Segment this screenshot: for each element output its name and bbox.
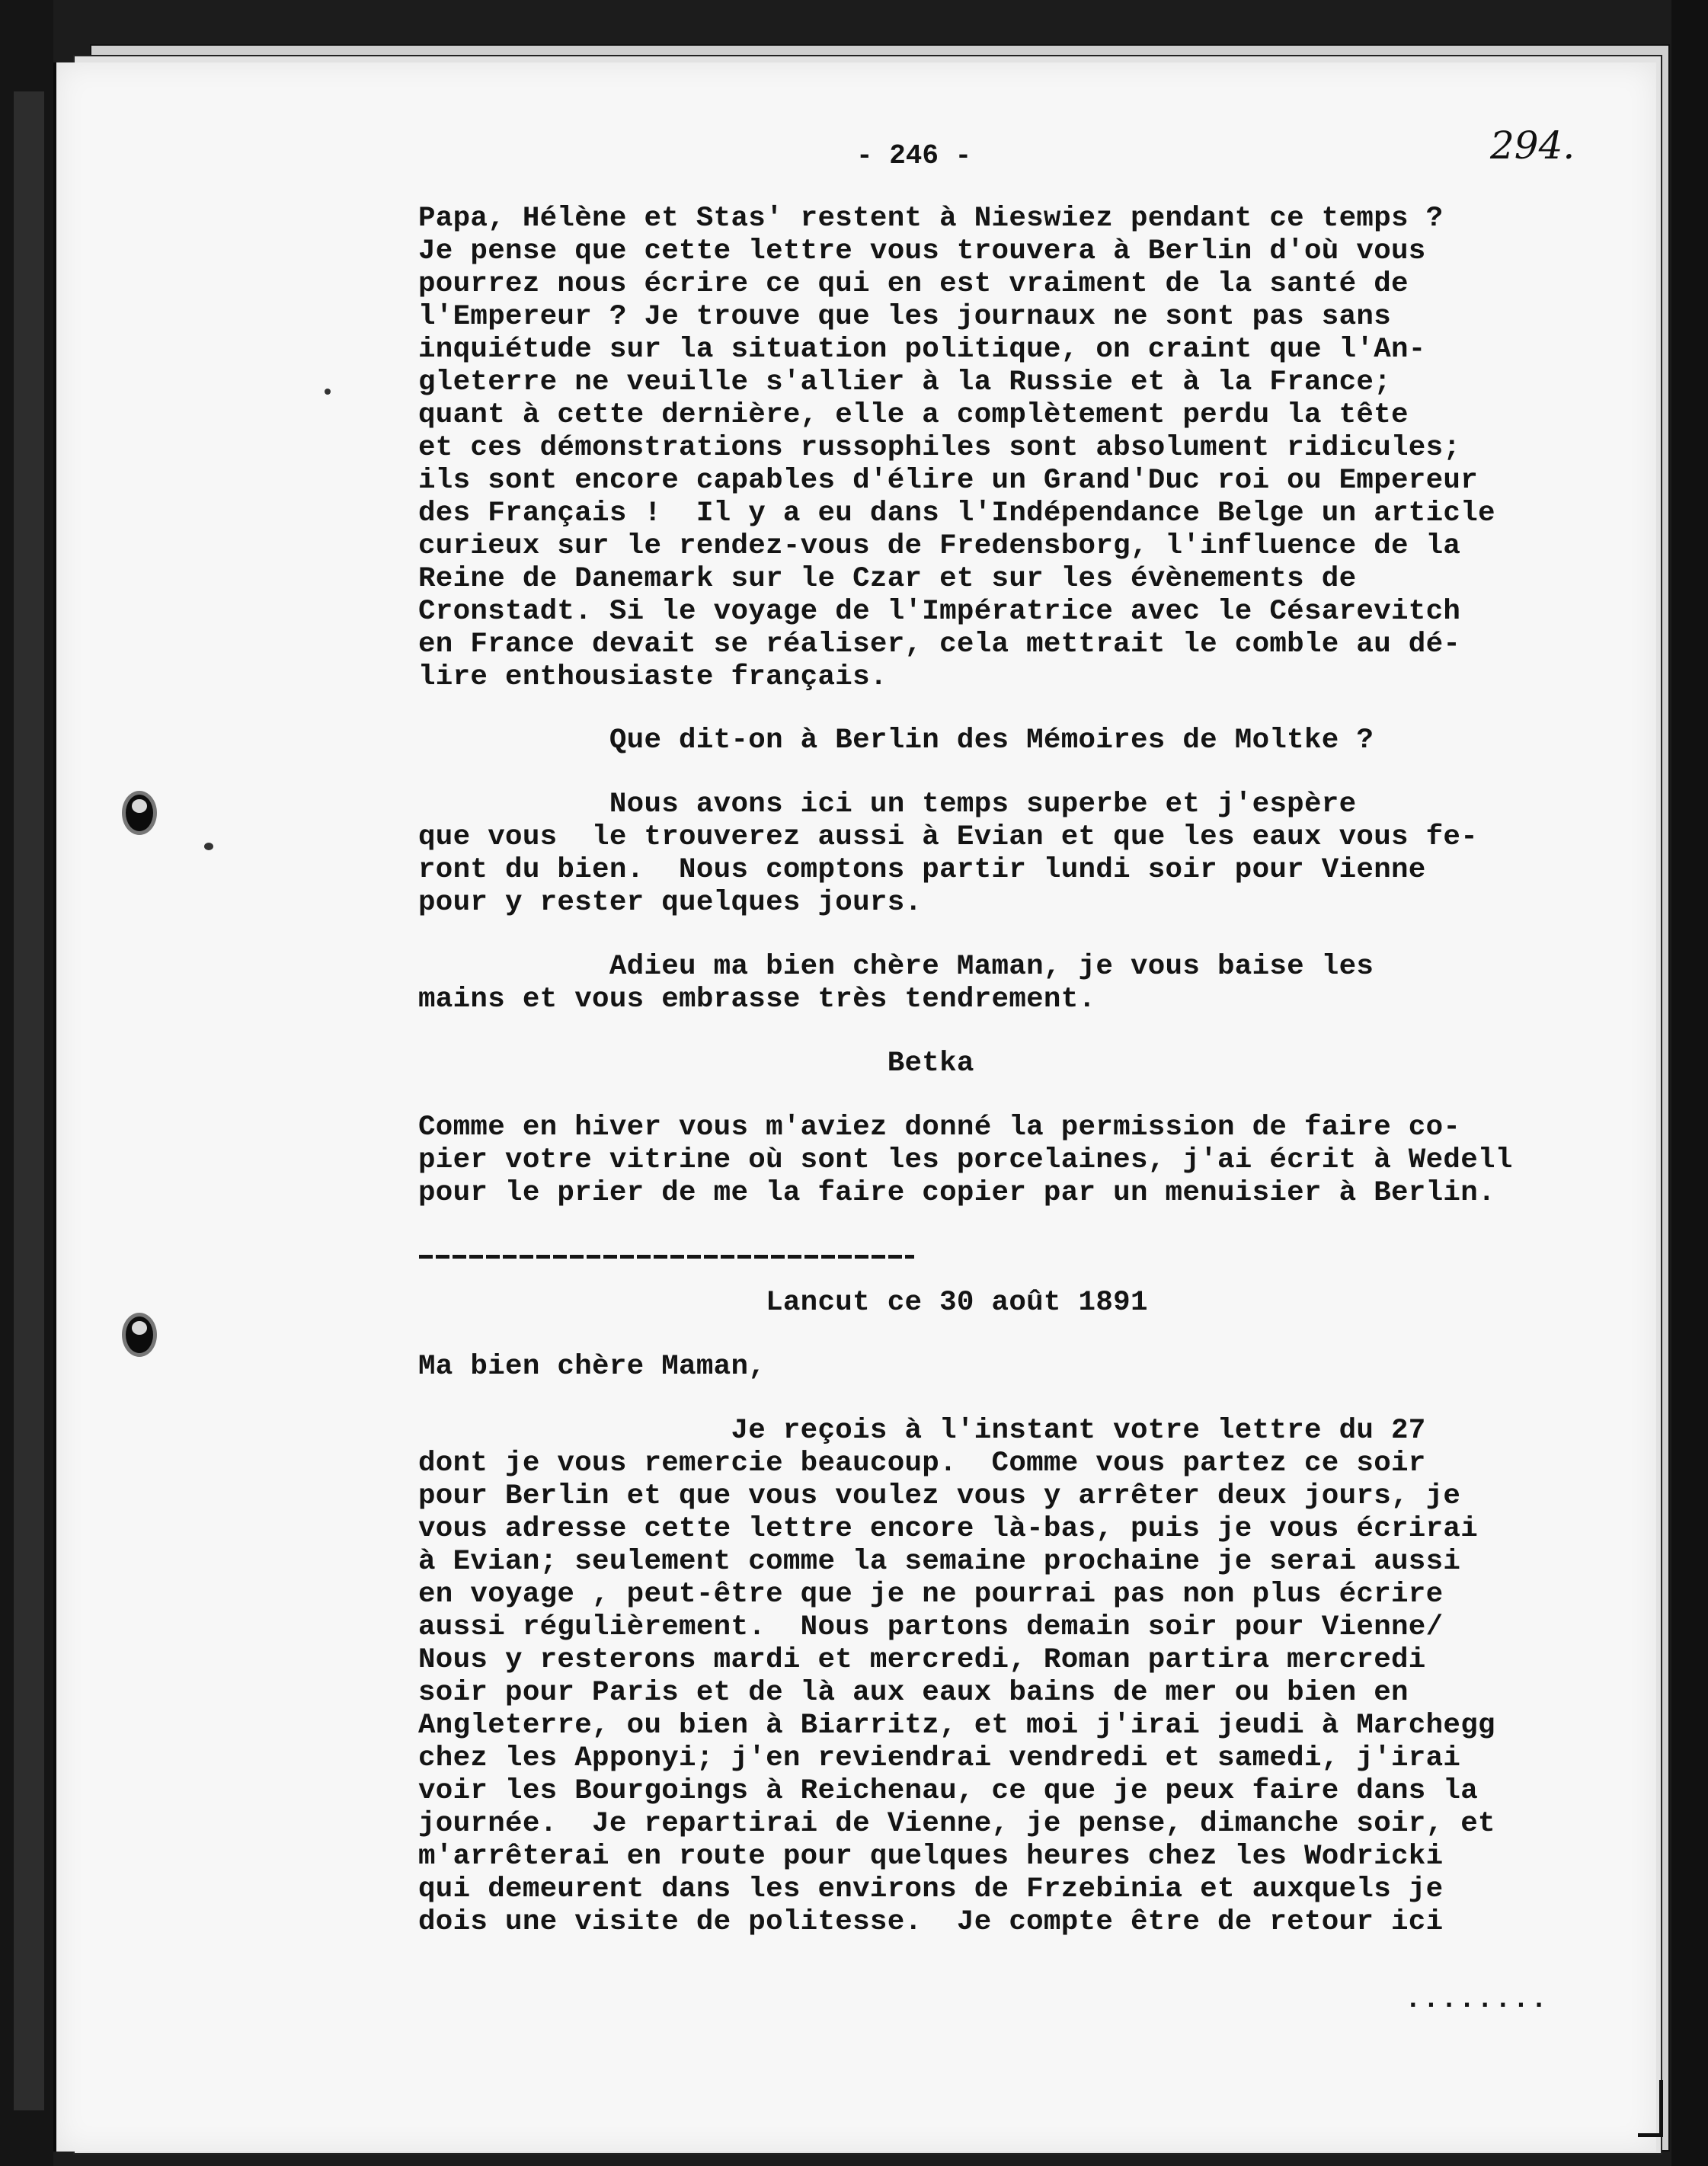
text-line: quant à cette dernière, elle a complètement perdu la tête: [418, 399, 1409, 431]
text-line: Reine de Danemark sur le Czar et sur les évènements de: [418, 563, 1357, 595]
text-line: inquiétude sur la situation politique, on craint que l'An-: [418, 334, 1426, 366]
text-line: que vous le trouverez aussi à Evian et que les eaux vous fe-: [418, 821, 1479, 853]
text-line: Angleterre, ou bien à Biarritz, et moi j'irai jeudi à Marchegg: [418, 1710, 1495, 1742]
letter-salutation: Ma bien chère Maman,: [418, 1351, 766, 1383]
text-line: pour y rester quelques jours.: [418, 887, 923, 919]
section-divider: [419, 1255, 914, 1259]
text-line: Cronstadt. Si le voyage de l'Impératrice avec le Césarevitch: [418, 596, 1461, 628]
ink-speck: [325, 389, 331, 395]
page-number-stamp: 294.: [1490, 123, 1575, 168]
text-line: aussi régulièrement. Nous partons demain soir pour Vienne/: [418, 1611, 1444, 1643]
text-line: pour Berlin et que vous voulez vous y arrêter deux jours, je: [418, 1480, 1461, 1512]
text-line: en voyage , peut-être que je ne pourrai pas non plus écrire: [418, 1579, 1444, 1611]
text-line: voir les Bourgoings à Reichenau, ce que je peux faire dans la: [418, 1775, 1479, 1807]
text-line: gleterre ne veuille s'allier à la Russie et à la France;: [418, 366, 1392, 398]
text-line: Je reçois à l'instant votre lettre du 27: [418, 1415, 1426, 1447]
text-line: ront du bien. Nous comptons partir lundi soir pour Vienne: [418, 854, 1426, 886]
letter-dateline: Lancut ce 30 août 1891: [418, 1287, 1148, 1319]
text-line: Comme en hiver vous m'aviez donné la permission de faire co-: [418, 1112, 1461, 1144]
text-line: en France devait se réaliser, cela mettrait le comble au dé-: [418, 629, 1461, 661]
text-line: des Français ! Il y a eu dans l'Indépendance Belge un article: [418, 498, 1495, 530]
text-line: chez les Apponyi; j'en reviendrai vendredi et samedi, j'irai: [418, 1742, 1461, 1774]
text-line: dont je vous remercie beaucoup. Comme vous partez ce soir: [418, 1448, 1426, 1480]
text-line: pourrez nous écrire ce qui en est vraiment de la santé de: [418, 268, 1409, 300]
text-line: pour le prier de me la faire copier par un menuisier à Berlin.: [418, 1177, 1495, 1209]
scan-right-border: [1671, 0, 1708, 2166]
text-line: Nous avons ici un temps superbe et j'espère: [418, 789, 1357, 821]
text-line: qui demeurent dans les environs de Frzebinia et auxquels je: [418, 1873, 1444, 1905]
text-line: l'Empereur ? Je trouve que les journaux ne sont pas sans: [418, 301, 1392, 333]
continuation-dots: ........: [1405, 1984, 1549, 2015]
text-line: pier votre vitrine où sont les porcelaines, j'ai écrit à Wedell: [418, 1144, 1513, 1176]
text-line: lire enthousiaste français.: [418, 661, 888, 693]
text-line: Nous y resterons mardi et mercredi, Roman partira mercredi: [418, 1644, 1426, 1676]
text-line: mains et vous embrasse très tendrement.: [418, 984, 1096, 1016]
text-line: Papa, Hélène et Stas' restent à Nieswiez pendant ce temps ?: [418, 203, 1444, 235]
text-line: soir pour Paris et de là aux eaux bains de mer ou bien en: [418, 1677, 1409, 1709]
page-corner-mark: [1638, 2080, 1663, 2137]
text-line: et ces démonstrations russophiles sont absolument ridicules;: [418, 432, 1461, 464]
punch-hole-lower: [122, 1313, 157, 1357]
text-line: ils sont encore capables d'élire un Grand'Duc roi ou Empereur: [418, 465, 1479, 497]
text-line: curieux sur le rendez-vous de Fredensborg, l'influence de la: [418, 530, 1461, 562]
text-line: journée. Je repartirai de Vienne, je pense, dimanche soir, et: [418, 1808, 1495, 1840]
scan-left-shadow: [14, 91, 44, 2110]
text-line: à Evian; seulement comme la semaine prochaine je serai aussi: [418, 1546, 1461, 1578]
text-line: dois une visite de politesse. Je compte être de retour ici: [418, 1906, 1444, 1938]
text-line: Que dit-on à Berlin des Mémoires de Moltke ?: [418, 725, 1374, 757]
letter-text: [418, 202, 1652, 2091]
page-number: - 246 -: [856, 140, 972, 171]
text-line: m'arrêterai en route pour quelques heures chez les Wodricki: [418, 1841, 1444, 1873]
signature-betka: Betka: [418, 1048, 974, 1080]
document-page: [53, 62, 1656, 2152]
ink-speck: [204, 843, 213, 850]
text-line: Je pense que cette lettre vous trouvera à Berlin d'où vous: [418, 235, 1426, 267]
text-line: Adieu ma bien chère Maman, je vous baise les: [418, 951, 1374, 983]
punch-hole-upper: [122, 791, 157, 835]
text-line: vous adresse cette lettre encore là-bas, puis je vous écrirai: [418, 1513, 1479, 1545]
